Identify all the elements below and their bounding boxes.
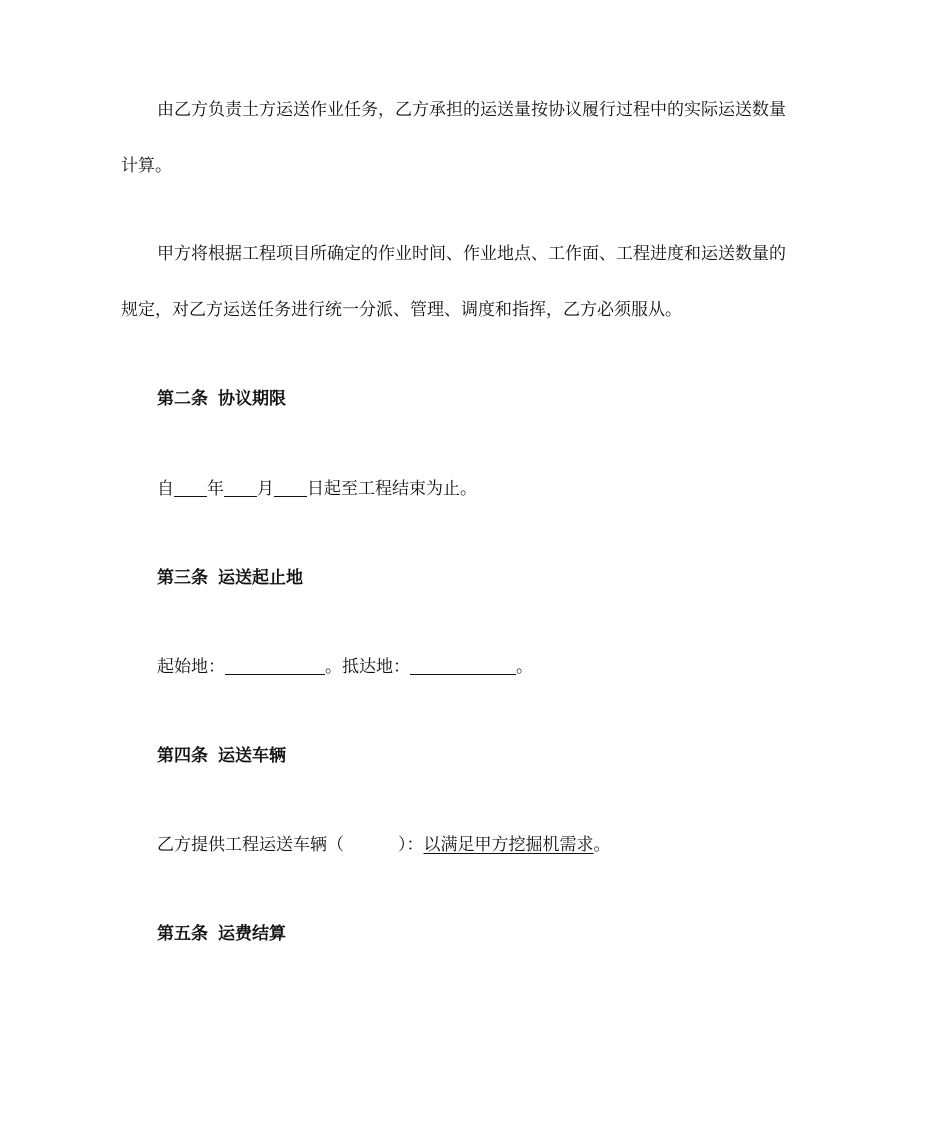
article-3-title: 运送起止地 <box>218 568 303 588</box>
vehicle-line <box>157 834 611 856</box>
year-blank <box>174 478 207 497</box>
article-4-number: 第四条 <box>157 746 208 766</box>
month-blank <box>224 478 257 497</box>
period-prefix: 自 <box>157 479 174 499</box>
paragraph-1-line-2: 计算。 <box>121 156 172 176</box>
article-5-heading <box>157 923 286 945</box>
start-blank <box>225 656 325 675</box>
agreement-period-line <box>157 478 477 500</box>
article-4-heading <box>157 745 286 767</box>
article-4-title: 运送车辆 <box>218 746 286 766</box>
article-2-number: 第二条 <box>157 389 208 409</box>
article-3-heading <box>157 567 303 589</box>
day-blank <box>274 478 307 497</box>
article-3-number: 第三条 <box>157 568 208 588</box>
article-2-title: 协议期限 <box>218 389 286 409</box>
article-5-number: 第五条 <box>157 924 208 944</box>
start-label: 起始地： <box>157 657 225 677</box>
article-5-title: 运费结算 <box>218 924 286 944</box>
route-end: 。 <box>516 657 533 677</box>
article-2-heading <box>157 388 286 410</box>
year-label: 年 <box>207 479 224 499</box>
vehicle-prefix: 乙方提供工程运送车辆（ <box>157 835 344 855</box>
destination-blank <box>410 656 516 675</box>
vehicle-end: 。 <box>593 835 611 855</box>
month-label: 月 <box>257 479 274 499</box>
paragraph-2-line-1: 甲方将根据工程项目所确定的作业时间、作业地点、工作面、工程进度和运送数量的 <box>157 244 786 264</box>
route-line <box>157 656 533 678</box>
paragraph-2-line-2: 规定，对乙方运送任务进行统一分派、管理、调度和指挥，乙方必须服从。 <box>121 300 682 320</box>
destination-label: 。抵达地： <box>325 657 410 677</box>
vehicle-requirement: 以满足甲方挖掘机需求 <box>423 835 594 855</box>
paragraph-1-line-1: 由乙方负责土方运送作业任务，乙方承担的运送量按协议履行过程中的实际运送数量 <box>157 100 786 120</box>
period-suffix: 日起至工程结束为止。 <box>307 479 477 499</box>
vehicle-mid: ）： <box>398 835 424 855</box>
